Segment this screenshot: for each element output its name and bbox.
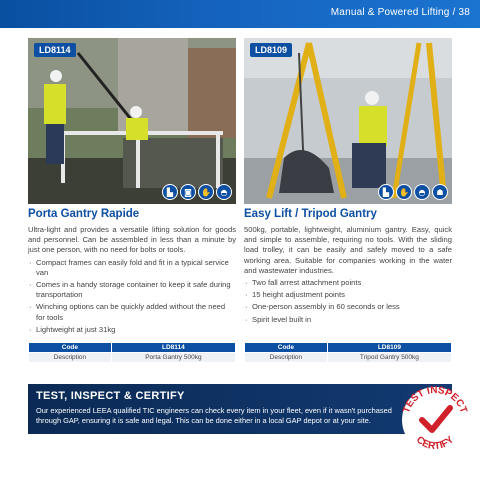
table-row bbox=[245, 353, 452, 363]
spec-table bbox=[28, 342, 236, 363]
code-header: Code bbox=[29, 343, 112, 353]
table-row bbox=[29, 353, 236, 363]
spec-table bbox=[244, 342, 452, 363]
description-value: Tripod Gantry 500kg bbox=[327, 353, 451, 363]
product-description-text: 500kg, portable, lightweight, aluminium gantry. Easy, quick and simple to assemble, requiring no tools. With the sliding load trolley, it can be easily and safely moved to a safe working area. Suitable for companies working in the water and wastewater industries. bbox=[244, 225, 452, 275]
table-header-row bbox=[29, 343, 236, 353]
code-value: LD8114 bbox=[111, 343, 235, 353]
feature-list bbox=[28, 258, 236, 335]
product-photo-ld8109 bbox=[244, 38, 452, 204]
harness-icon: ☗ bbox=[432, 184, 448, 200]
feature-item: · Comes in a handy storage container to keep it safe during transportation bbox=[28, 280, 236, 300]
page-header bbox=[0, 0, 480, 28]
code-header: Code bbox=[245, 343, 328, 353]
product-description-text: Ultra-light and provides a versatile lifting solution for goods and personnel. Can be assembled in less than a minute by just one person, with no need for bolts or tools. bbox=[28, 225, 236, 255]
tic-banner bbox=[28, 384, 452, 434]
feature-list bbox=[244, 278, 452, 325]
banner-text: Our experienced LEEA qualified TIC engineers can check every item in your fleet, even if it wasn't purchased through GAP, ensuring it is safe and legal. This can be done either in a local GAP depot or at your site. bbox=[36, 406, 392, 425]
feature-item: · 15 height adjustment points bbox=[244, 290, 452, 300]
feature-item: · Winching options can be quickly added without the need for tools bbox=[28, 302, 236, 322]
feature-item: · One-person assembly in 60 seconds or less bbox=[244, 302, 452, 312]
table-header-row bbox=[245, 343, 452, 353]
feature-item: · Lightweight at just 31kg bbox=[28, 325, 236, 335]
description-label: Description bbox=[245, 353, 328, 363]
stamp-top-text: TEST INSPECT bbox=[401, 384, 469, 415]
code-value: LD8109 bbox=[327, 343, 451, 353]
boot-icon: ▙ bbox=[162, 184, 178, 200]
product-title: Porta Gantry Rapide bbox=[28, 208, 140, 220]
product-code-tag: LD8109 bbox=[250, 43, 292, 57]
banner-title: TEST, INSPECT & CERTIFY bbox=[36, 390, 185, 402]
feature-item: · Two fall arrest attachment points bbox=[244, 278, 452, 288]
page-title: Manual & Powered Lifting / 38 bbox=[330, 7, 470, 18]
mask-icon: ◙ bbox=[180, 184, 196, 200]
worksite-photo-illustration bbox=[28, 38, 236, 204]
ppe-icon-row bbox=[162, 184, 232, 200]
tripod-photo-illustration bbox=[244, 38, 452, 204]
description-label: Description bbox=[29, 353, 112, 363]
ppe-icon-row bbox=[378, 184, 448, 200]
helmet-icon: ◓ bbox=[216, 184, 232, 200]
boot-icon: ▙ bbox=[378, 184, 394, 200]
product-code-tag: LD8114 bbox=[34, 43, 76, 57]
test-inspect-certify-stamp bbox=[398, 380, 472, 454]
product-photo-ld8114 bbox=[28, 38, 236, 204]
feature-item: · Compact frames can easily fold and fit in a typical service van bbox=[28, 258, 236, 278]
product-description bbox=[244, 225, 452, 327]
glove-icon: ✋ bbox=[198, 184, 214, 200]
product-title: Easy Lift / Tripod Gantry bbox=[244, 208, 377, 220]
feature-item: · Spirit level built in bbox=[244, 315, 452, 325]
stamp-bottom-text: CERTIFY bbox=[413, 434, 457, 453]
product-description bbox=[28, 225, 236, 337]
glove-icon: ✋ bbox=[396, 184, 412, 200]
helmet-icon: ◓ bbox=[414, 184, 430, 200]
description-value: Porta Gantry 500kg bbox=[111, 353, 235, 363]
